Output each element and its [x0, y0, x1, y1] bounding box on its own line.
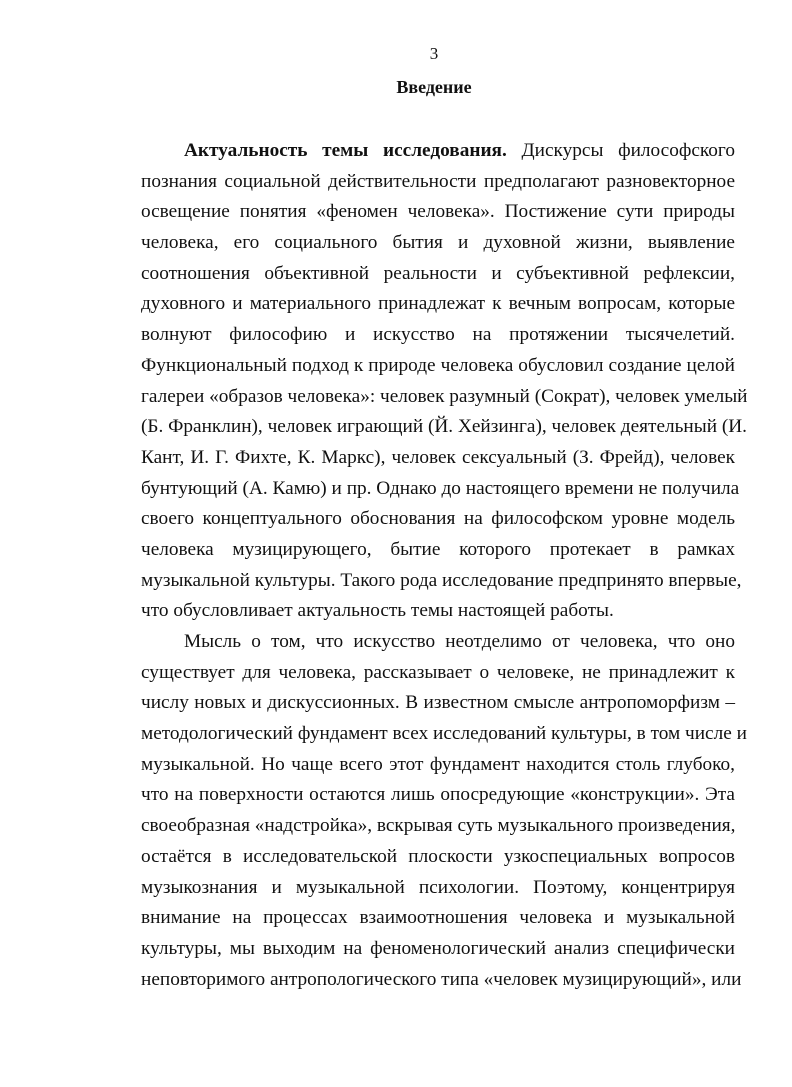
- paragraph-1-lead: Актуальность темы исследования.: [184, 140, 507, 161]
- page-title: Введение: [396, 77, 472, 97]
- paragraph-2-line-11: культуры, мы выходим на феноменологический анализ специфически: [141, 937, 735, 959]
- paragraph-2-line-10: внимание на процессах взаимоотношения человека и музыкальной: [141, 907, 735, 929]
- page-number: 3: [429, 44, 439, 63]
- paragraph-2-line-5: музыкальной. Но чаще всего этот фундамент находится столь глубоко,: [141, 753, 735, 775]
- paragraph-2-line-8: остаётся в исследовательской плоскости узкоспециальных вопросов: [141, 845, 735, 867]
- paragraph-1-line-13: своего концептуального обоснования на философском уровне модель: [141, 508, 735, 530]
- paragraph-1-line-5: соотношения объективной реальности и субъективной рефлексии,: [141, 262, 735, 284]
- paragraph-1-line-6: духовного и материального принадлежат к вечным вопросам, которые: [141, 293, 735, 315]
- paragraph-2-line-3: числу новых и дискуссионных. В известном смысле антропоморфизм –: [141, 692, 735, 714]
- paragraph-2-line-9: музыкознания и музыкальной психологии. Поэтому, концентрируя: [141, 876, 735, 898]
- paragraph-1-line-4: человека, его социального бытия и духовной жизни, выявление: [141, 232, 735, 254]
- paragraph-1-line-11: Кант, И. Г. Фихте, К. Маркс), человек сексуальный (З. Фрейд), человек: [141, 446, 735, 468]
- paragraph-2-line-2: существует для человека, рассказывает о человеке, не принадлежит к: [141, 661, 735, 683]
- paragraph-1-line-16: что обусловливает актуальность темы настоящей работы.: [141, 600, 614, 622]
- body-text: [141, 136, 748, 995]
- paragraph-1-line-1: Актуальность темы исследования. Дискурсы философского: [184, 140, 735, 161]
- paragraph-1-line-3: освещение понятия «феномен человека». Постижение сути природы: [141, 201, 735, 223]
- paragraph-2-line-7: своеобразная «надстройка», вскрывая суть музыкального произведения,: [141, 815, 736, 837]
- paragraph-1-line-8: Функциональный подход к природе человека обусловил создание целой: [141, 354, 735, 376]
- paragraph-1-line-15: музыкальной культуры. Такого рода исследование предпринято впервые,: [141, 569, 742, 591]
- paragraph-1-line-7: волнуют философию и искусство на протяжении тысячелетий.: [141, 324, 735, 346]
- paragraph-1-line-10: (Б. Франклин), человек играющий (Й. Хейзинга), человек деятельный (И.: [141, 416, 747, 438]
- paragraph-2-line-1: Мысль о том, что искусство неотделимо от человека, что оно: [184, 631, 735, 652]
- paragraph-2-line-6: что на поверхности остаются лишь опосредующие «конструкции». Эта: [141, 784, 735, 806]
- paragraph-1-line-14: человека музицирующего, бытие которого протекает в рамках: [141, 538, 735, 560]
- paragraph-1-line-2: познания социальной действительности предполагают разновекторное: [141, 170, 735, 192]
- paragraph-2-line-4: методологический фундамент всех исследований культуры, в том числе и: [141, 723, 747, 745]
- paragraph-1-line-12: бунтующий (А. Камю) и пр. Однако до настоящего времени не получила: [141, 477, 740, 499]
- paragraph-1-line-9: галереи «образов человека»: человек разумный (Сократ), человек умелый: [141, 385, 748, 407]
- paragraph-2-line-12: неповторимого антропологического типа «человек музицирующий», или: [141, 968, 742, 990]
